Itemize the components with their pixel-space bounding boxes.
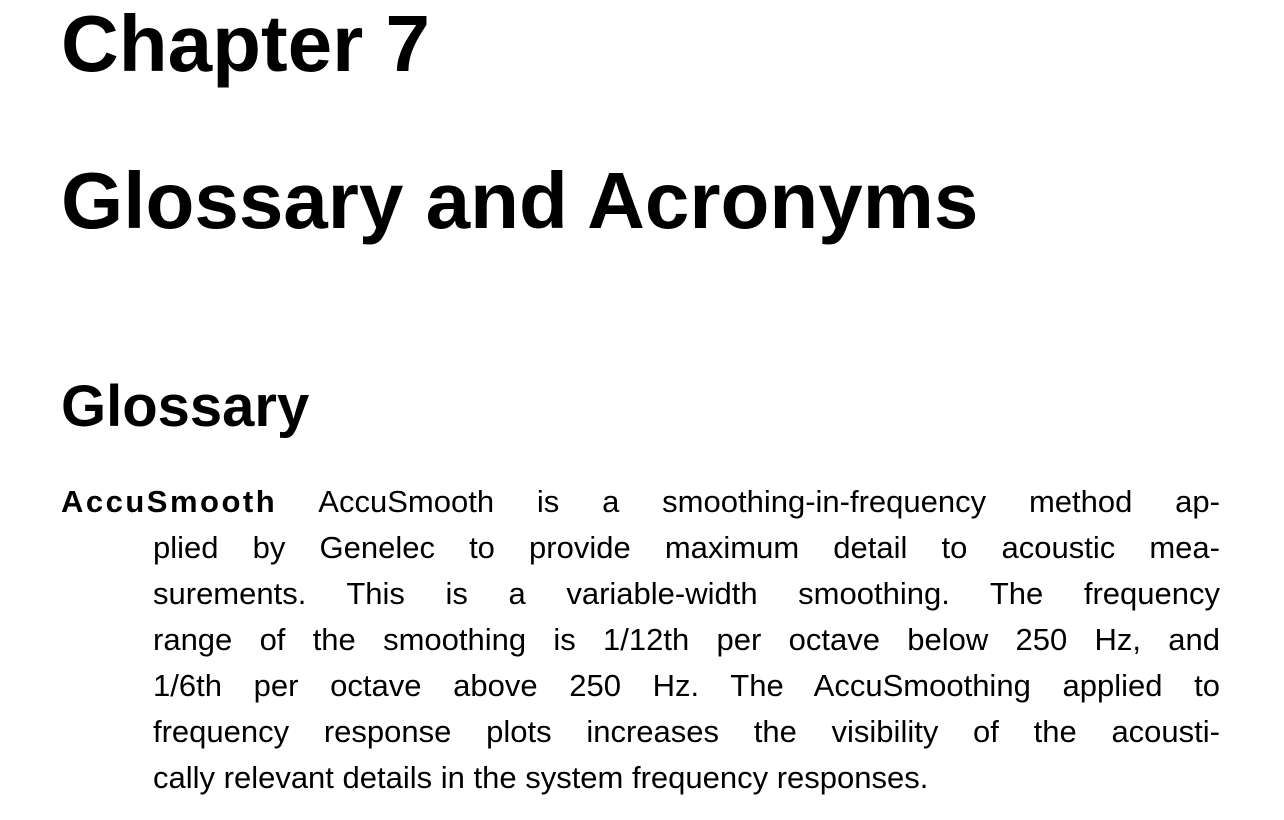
chapter-number-heading: Chapter 7 bbox=[61, 0, 430, 88]
definition-line bbox=[61, 479, 1220, 525]
chapter-title-heading: Glossary and Acronyms bbox=[61, 156, 979, 245]
definition-line: cally relevant details in the system frequency responses. bbox=[153, 760, 929, 795]
definition-text: AccuSmooth is a smoothing-in-frequency method ap- bbox=[277, 484, 1220, 519]
definition-line: frequency response plots increases the visibility of the acousti- bbox=[153, 714, 1220, 749]
glossary-term: AccuSmooth bbox=[61, 484, 278, 519]
definition-line: 1/6th per octave above 250 Hz. The AccuSmoothing applied to bbox=[153, 668, 1220, 703]
definition-line: range of the smoothing is 1/12th per octave below 250 Hz, and bbox=[153, 622, 1220, 657]
glossary-entry-accusmooth bbox=[61, 479, 1220, 801]
definition-line: plied by Genelec to provide maximum detail to acoustic mea- bbox=[153, 530, 1220, 565]
definition-line: surements. This is a variable-width smoothing. The frequency bbox=[153, 576, 1220, 611]
section-heading-glossary: Glossary bbox=[61, 374, 310, 439]
